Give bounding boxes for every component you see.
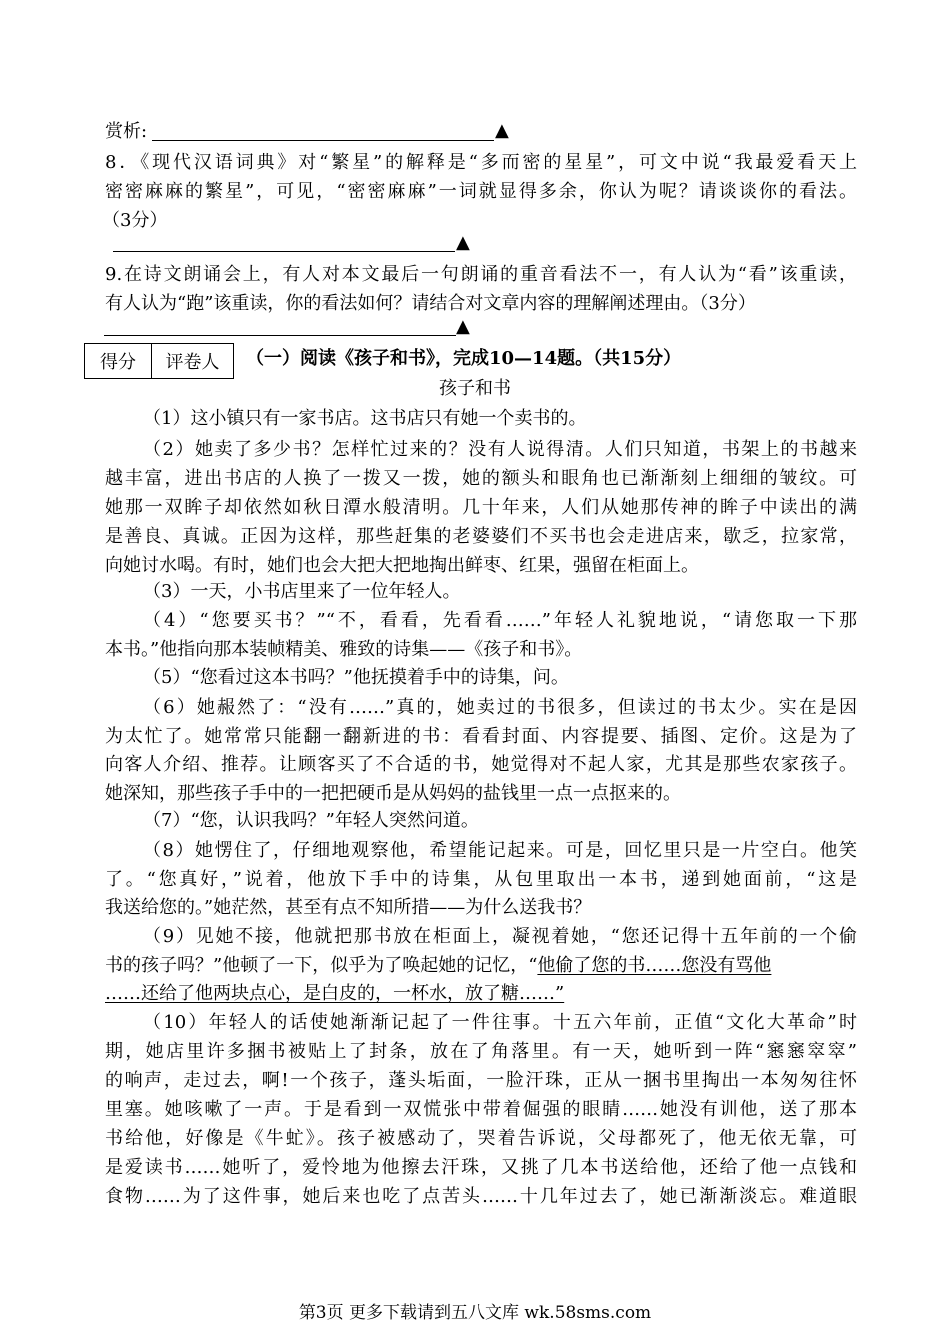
grader-cell: 评卷人 (165, 352, 220, 373)
underlined-passage: 他偷了您的书……您没有骂他 (537, 955, 772, 976)
question-9-line-1: 9.在诗文朗诵会上，有人对本文最后一句朗诵的重音看法不一，有人认为“看”该重读， (105, 264, 857, 285)
paragraph-line: （7）“您，认识我吗？”年轻人突然问道。 (143, 810, 479, 831)
answer-line-q7[interactable] (152, 140, 494, 141)
paragraph-line: 为太忙了。她常常只能翻一翻新进的书：看看封面、内容提要、插图、定价。这是为了 (105, 726, 857, 747)
paragraph-line: 她深知，那些孩子手中的一把把硬币是从妈妈的盐钱里一点一点抠来的。 (105, 783, 681, 804)
score-cell: 得分 (85, 344, 152, 378)
paragraph-line: 里塞。她咳嗽了一声。于是看到一双慌张中带着倔强的眼睛……她没有训他，送了那本 (105, 1099, 857, 1120)
paragraph-line: （10）年轻人的话使她渐渐记起了一件往事。十五六年前，正值“文化大革命”时 (143, 1012, 857, 1033)
paragraph-line: （2）她卖了多少书？怎样忙过来的？没有人说得清。人们只知道，书架上的书越来 (143, 439, 857, 460)
paragraph-line: 了。“您真好，”说着，他放下手中的诗集，从包里取出一本书，递到她面前，“这是 (105, 869, 857, 890)
question-8-line-2: 密密麻麻的繁星”，可见，“密密麻麻”一词就显得多余，你认为呢？请谈谈你的看法。 (105, 181, 857, 202)
paragraph-line: （3）一天，小书店里来了一位年轻人。 (143, 581, 461, 602)
paragraph-line-underlined (105, 955, 857, 977)
paragraph-line: 是善良、真诚。正因为这样，那些赶集的老婆婆们不买书也会走进店来，歇乏，拉家常， (105, 526, 857, 547)
paragraph-line: （1）这小镇只有一家书店。这书店只有她一个卖书的。 (143, 408, 587, 429)
paragraph-line: 向客人介绍、推荐。让顾客买了不合适的书，她觉得对不起人家，尤其是那些农家孩子。 (105, 754, 857, 775)
paragraph-line: （9）见她不接，他就把那书放在柜面上，凝视着她，“您还记得十五年前的一个偷 (143, 926, 857, 947)
paragraph-text: 书的孩子吗？”他顿了一下，似乎为了唤起她的记忆，“ (105, 955, 538, 976)
section-title: （一）阅读《孩子和书》，完成10—14题。（共15分） (246, 348, 682, 369)
page-footer: 第3页 更多下载请到五八文库 wk.58sms.com (298, 1303, 652, 1323)
paragraph-line: 食物……为了这件事，她后来也吃了点苦头……十几年过去了，她已渐渐淡忘。难道眼 (105, 1186, 857, 1207)
score-box (84, 343, 234, 379)
paragraph-line: 我送给您的。”她茫然，甚至有点不知所措——为什么送我书？ (105, 897, 592, 918)
paragraph-line: 向她讨水喝。有时，她们也会大把大把地掏出鲜枣、红果，强留在柜面上。 (105, 555, 699, 576)
answer-line-q8[interactable] (113, 251, 455, 252)
paragraph-line: 越丰富，进出书店的人换了一拨又一拨，她的额头和眼角也已渐渐刻上细细的皱纹。可 (105, 468, 857, 489)
question-8-line-1: 8．《现代汉语词典》对“繁星”的解释是“多而密的星星”，可文中说“我最爱看天上 (105, 152, 857, 173)
paragraph-line: 的响声，走过去，啊!一个孩子，蓬头垢面，一脸汗珠，正从一捆书里掏出一本匆匆往怀 (105, 1070, 857, 1091)
paragraph-line: （5）“您看过这本书吗？”他抚摸着手中的诗集，问。 (143, 667, 569, 688)
paragraph-line: 本书。”他指向那本装帧精美、雅致的诗集——《孩子和书》。 (105, 639, 583, 660)
answer-marker-q7: ▲ (495, 120, 509, 141)
paragraph-line: （6）她赧然了：“没有……”真的，她卖过的书很多，但读过的书太少。实在是因 (143, 697, 857, 718)
appreciation-label: 赏析: (105, 121, 148, 142)
answer-marker-q9: ▲ (456, 316, 470, 337)
article-title: 孩子和书 (439, 378, 511, 399)
question-8-points: （3分） (102, 210, 168, 231)
paragraph-line: 她那一双眸子却依然如秋日潭水般清明。几十年来，人们从她那传神的眸子中读出的满 (105, 497, 857, 518)
paragraph-line: 书给他，好像是《牛虻》。孩子被感动了，哭着告诉说，父母都死了，他无依无靠，可 (105, 1128, 857, 1149)
answer-line-q9[interactable] (104, 335, 456, 336)
underlined-passage-continued: ……还给了他两块点心，是白皮的，一杯水，放了糖……” (105, 983, 565, 1004)
paragraph-line: （8）她愣住了，仔细地观察他，希望能记起来。可是，回忆里只是一片空白。他笑 (143, 840, 857, 861)
answer-marker-q8: ▲ (456, 232, 470, 253)
paragraph-line: 期，她店里许多捆书被贴上了封条，放在了角落里。有一天，她听到一阵“窸窸窣窣” (105, 1041, 857, 1062)
paragraph-line: （4）“您要买书？”“不，看看，先看看……”年轻人礼貌地说，“请您取一下那 (143, 610, 857, 631)
paragraph-line: 是爱读书……她听了，爱怜地为他擦去汗珠，又挑了几本书送给他，还给了他一点钱和 (105, 1157, 857, 1178)
question-9-line-2: 有人认为“跑”该重读，你的看法如何？请结合对文章内容的理解阐述理由。（3分） (105, 293, 756, 314)
